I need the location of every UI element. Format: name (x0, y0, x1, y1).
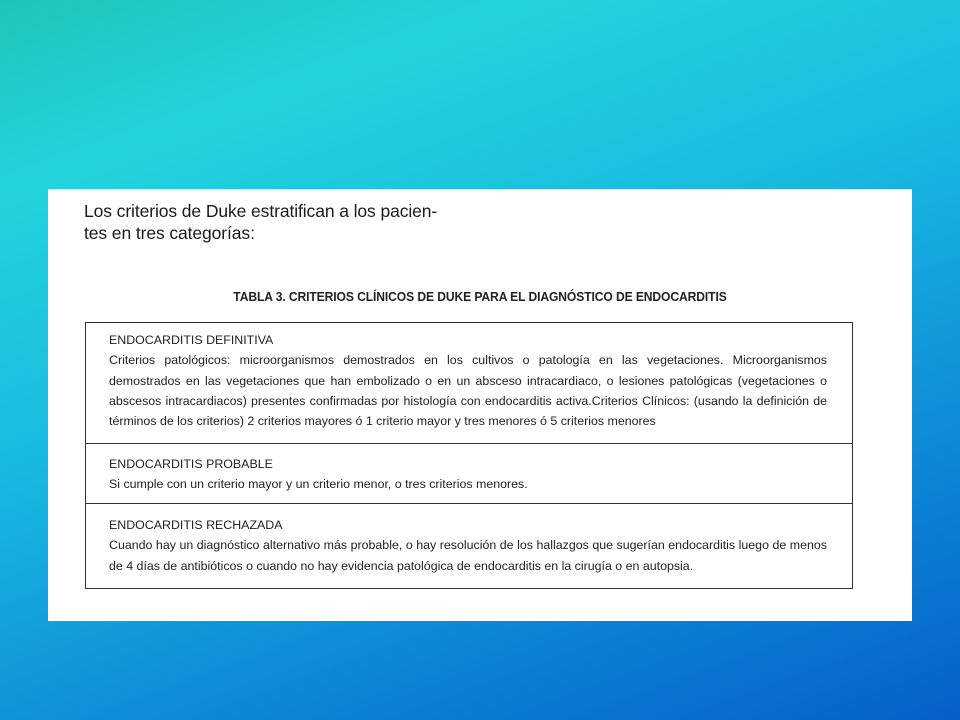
table-row-definitiva (86, 323, 852, 444)
row-text: Si cumple con un criterio mayor y un criterio menor, o tres criterios menores. (109, 477, 528, 492)
intro-line-1: Los criterios de Duke estratifican a los pacien- (84, 201, 438, 221)
criteria-table (85, 322, 853, 589)
row-heading: ENDOCARDITIS DEFINITIVA (109, 333, 274, 347)
row-heading: ENDOCARDITIS RECHAZADA (109, 518, 283, 532)
row-heading: ENDOCARDITIS PROBABLE (109, 457, 273, 471)
row-text: Cuando hay un diagnóstico alternativo más probable, o hay resolución de los hallazgos que sugerían endocarditis luego de menos de 4 días de antibióticos o cuando no hay evidencia patológica de endocarditis en la cirugía o en autopsia. (109, 538, 827, 573)
table-title: TABLA 3. CRITERIOS CLÍNICOS DE DUKE PARA EL DIAGNÓSTICO DE ENDOCARDITIS (233, 290, 727, 304)
intro-paragraph (84, 200, 484, 244)
row-text: Criterios patológicos: microorganismos demostrados en los cultivos o patología en las vegetaciones. Microorganismos demostrados en las vegetaciones que han embolizado o en un absceso intracardiaco, o lesiones patológicas (vegetaciones o abscesos intracardiacos) presentes confirmadas por histología con endocarditis activa.Criterios Clínicos: (usando la definición de términos de los criterios) 2 criterios mayores ó 1 criterio mayor y tres menores ó 5 criterios menores (109, 353, 827, 429)
intro-line-2: tes en tres categorías: (84, 223, 255, 243)
table-row-rechazada (86, 504, 852, 588)
document-panel (48, 189, 912, 621)
table-row-probable (86, 444, 852, 504)
